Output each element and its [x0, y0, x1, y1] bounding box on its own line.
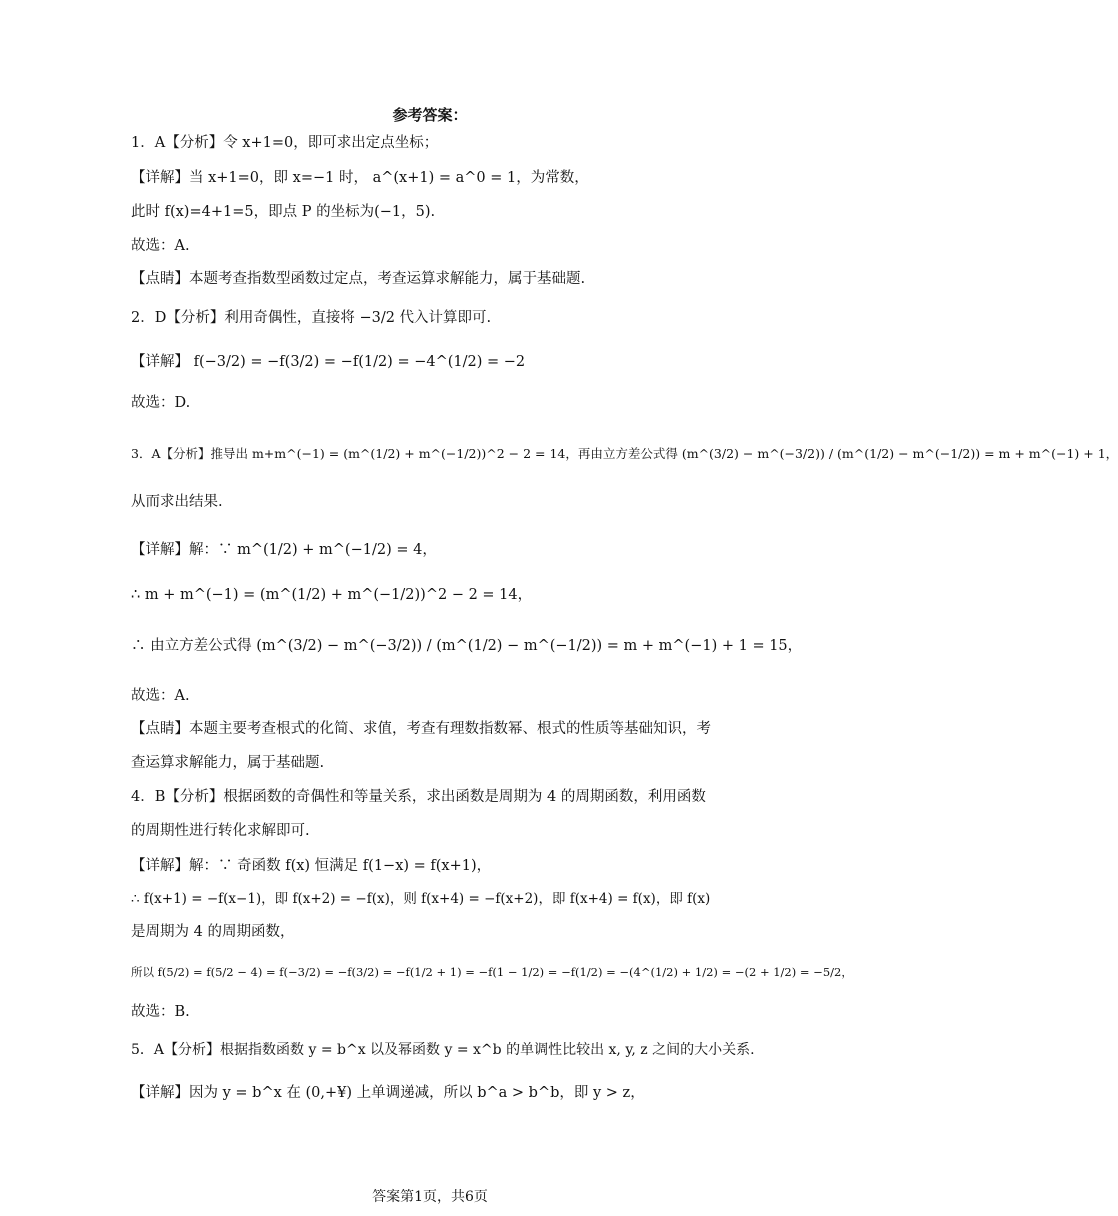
q3-detail-step3: ∴ 由立方差公式得 (m^(3/2) − m^(−3/2)) / (m^(1/2) − m^(−1/2)) = m + m^(−1) + 1 = 15，	[131, 638, 803, 654]
q4-detail: 【详解】解：∵ 奇函数 f(x) 恒满足 f(1−x) = f(x+1)，	[131, 858, 492, 874]
q1-detail: 【详解】当 x+1=0，即 x=−1 时， a^(x+1) = a^0 = 1，为常数，	[131, 170, 589, 186]
q3-analysis-cont: 从而求出结果.	[131, 494, 223, 510]
q4-detail-step4: 所以 f(5/2) = f(5/2 − 4) = f(−3/2) = −f(3/2) = −f(1/2 + 1) = −f(1 − 1/2) = −f(1/2) = −(4^(1/2) + 1/2) = −(2 + 1/2) = −5/2，	[131, 965, 853, 979]
q4-analysis: 4．B【分析】根据函数的奇偶性和等量关系，求出函数是周期为 4 的周期函数，利用函数	[131, 789, 706, 805]
q3-choice: 故选：A.	[131, 688, 190, 704]
q1-comment: 【点睛】本题考查指数型函数过定点，考查运算求解能力，属于基础题.	[131, 271, 586, 287]
q5-analysis: 5．A【分析】根据指数函数 y = b^x 以及幂函数 y = x^b 的单调性比较出 x, y, z 之间的大小关系.	[131, 1042, 755, 1058]
q3-comment: 【点睛】本题主要考查根式的化简、求值，考查有理数指数幂、根式的性质等基础知识，考	[131, 721, 711, 737]
q2-analysis: 2．D【分析】利用奇偶性，直接将 −3/2 代入计算即可.	[131, 310, 492, 326]
q4-choice: 故选：B.	[131, 1004, 190, 1020]
q1-analysis: 1．A【分析】令 x+1=0，即可求出定点坐标；	[131, 135, 439, 151]
q1-detail-cont: 此时 f(x)=4+1=5，即点 P 的坐标为(−1，5).	[131, 204, 436, 220]
page-title: 参考答案：	[392, 106, 468, 124]
q2-detail: 【详解】 f(−3/2) = −f(3/2) = −f(1/2) = −4^(1/2) = −2	[131, 354, 526, 370]
q5-detail: 【详解】因为 y = b^x 在 (0,+¥) 上单调递减，所以 b^a > b^b，即 y > z，	[131, 1085, 645, 1101]
q3-detail-step2: ∴ m + m^(−1) = (m^(1/2) + m^(−1/2))^2 − 2 = 14，	[131, 587, 533, 603]
q4-detail-step3: 是周期为 4 的周期函数，	[131, 924, 295, 940]
q2-choice: 故选：D.	[131, 395, 191, 411]
q4-analysis-cont: 的周期性进行转化求解即可.	[131, 823, 310, 839]
q3-comment-cont: 查运算求解能力，属于基础题.	[131, 755, 325, 771]
page-footer: 答案第1页，共6页	[372, 1189, 488, 1205]
q3-detail: 【详解】解：∵ m^(1/2) + m^(−1/2) = 4，	[131, 542, 437, 558]
q1-choice: 故选：A.	[131, 238, 190, 254]
q4-detail-step2: ∴ f(x+1) = −f(x−1)，即 f(x+2) = −f(x)，则 f(x+4) = −f(x+2)，即 f(x+4) = f(x)，即 f(x)	[131, 891, 711, 907]
q3-analysis: 3．A【分析】推导出 m+m^(−1) = (m^(1/2) + m^(−1/2))^2 − 2 = 14，再由立方差公式得 (m^(3/2) − m^(−3/2)) / (m^(1/2) − m^(−1/2)) = m + m^(−1) + 1，	[131, 446, 1118, 461]
